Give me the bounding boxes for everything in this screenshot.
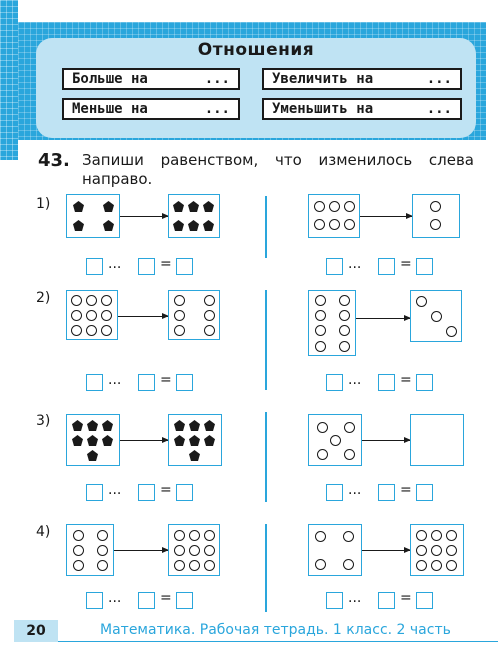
- arrow-icon: [362, 550, 410, 551]
- answer-box[interactable]: [86, 258, 103, 275]
- operator-dots: ...: [348, 590, 362, 606]
- filled-pentagon-icon: [188, 220, 199, 231]
- circle-icon: [317, 422, 328, 433]
- picture-before: [308, 194, 360, 238]
- arrow-icon: [362, 440, 410, 441]
- answer-box[interactable]: [326, 374, 343, 391]
- circle-icon: [73, 530, 84, 541]
- circle-icon: [174, 530, 185, 541]
- equation-row: [86, 258, 206, 276]
- relation-dots: ...: [204, 71, 230, 87]
- picture-after: [410, 290, 462, 342]
- circle-icon: [189, 545, 200, 556]
- circle-icon: [329, 201, 340, 212]
- circle-icon: [416, 545, 427, 556]
- answer-box[interactable]: [138, 374, 155, 391]
- answer-box[interactable]: [416, 374, 433, 391]
- arrow-icon: [120, 216, 168, 217]
- book-title: Математика. Рабочая тетрадь. 1 класс. 2 часть: [100, 622, 451, 638]
- filled-pentagon-icon: [72, 435, 83, 446]
- circle-icon: [339, 341, 350, 352]
- filled-pentagon-icon: [102, 435, 113, 446]
- filled-pentagon-icon: [103, 201, 114, 212]
- relation-dots: ...: [204, 101, 230, 117]
- relation-box-decrease: [262, 98, 462, 120]
- circle-icon: [86, 325, 97, 336]
- relation-word: Увеличить на: [272, 71, 374, 87]
- circle-icon: [339, 295, 350, 306]
- filled-pentagon-icon: [189, 420, 200, 431]
- filled-pentagon-icon: [204, 420, 215, 431]
- circle-icon: [315, 295, 326, 306]
- circle-icon: [204, 310, 215, 321]
- circle-icon: [430, 201, 441, 212]
- circle-icon: [314, 201, 325, 212]
- picture-before: [66, 414, 120, 466]
- relation-box-increase: [262, 68, 462, 90]
- picture-after: [168, 194, 220, 238]
- answer-box[interactable]: [416, 484, 433, 501]
- filled-pentagon-icon: [103, 220, 114, 231]
- circle-icon: [446, 545, 457, 556]
- relation-box-more: [62, 68, 240, 90]
- filled-pentagon-icon: [189, 435, 200, 446]
- row-label: 1): [36, 196, 51, 212]
- picture-after: [168, 290, 220, 340]
- footer-rule: [58, 641, 498, 642]
- equation-row: [86, 592, 206, 610]
- relation-word: Уменьшить на: [272, 101, 374, 117]
- filled-pentagon-icon: [173, 201, 184, 212]
- circle-icon: [344, 219, 355, 230]
- circle-icon: [344, 201, 355, 212]
- equals-sign: =: [160, 256, 172, 272]
- circle-icon: [101, 295, 112, 306]
- task-number: 43.: [38, 150, 70, 171]
- circle-icon: [71, 325, 82, 336]
- circle-icon: [189, 560, 200, 571]
- column-divider: [265, 290, 267, 390]
- circle-icon: [97, 545, 108, 556]
- operator-dots: ...: [108, 590, 122, 606]
- filled-pentagon-icon: [203, 201, 214, 212]
- answer-box[interactable]: [176, 484, 193, 501]
- panel-title: Отношения: [197, 40, 315, 60]
- filled-pentagon-icon: [203, 220, 214, 231]
- equals-sign: =: [400, 590, 412, 606]
- circle-icon: [204, 295, 215, 306]
- relation-box-less: [62, 98, 240, 120]
- circle-icon: [317, 449, 328, 460]
- picture-after: [168, 524, 220, 576]
- relation-dots: ...: [426, 71, 452, 87]
- circle-icon: [86, 310, 97, 321]
- circle-icon: [416, 296, 427, 307]
- picture-after: [412, 194, 460, 238]
- circle-icon: [315, 531, 326, 542]
- circle-icon: [315, 341, 326, 352]
- circle-icon: [97, 560, 108, 571]
- arrow-icon: [360, 216, 412, 217]
- circle-icon: [339, 325, 350, 336]
- row-label: 2): [36, 290, 51, 306]
- circle-icon: [73, 560, 84, 571]
- column-divider: [265, 196, 267, 258]
- picture-before: [66, 290, 118, 340]
- answer-box[interactable]: [378, 374, 395, 391]
- circle-icon: [315, 310, 326, 321]
- answer-box[interactable]: [326, 258, 343, 275]
- picture-after-empty: [410, 414, 464, 466]
- page-number: 20: [14, 620, 58, 642]
- circle-icon: [174, 545, 185, 556]
- equation-row: [86, 484, 206, 502]
- operator-dots: ...: [348, 256, 362, 272]
- circle-icon: [71, 310, 82, 321]
- circle-icon: [71, 295, 82, 306]
- circle-icon: [97, 530, 108, 541]
- answer-box[interactable]: [138, 258, 155, 275]
- answer-box[interactable]: [86, 592, 103, 609]
- circle-icon: [431, 545, 442, 556]
- circle-icon: [431, 311, 442, 322]
- circle-icon: [339, 310, 350, 321]
- circle-icon: [446, 530, 457, 541]
- filled-pentagon-icon: [87, 420, 98, 431]
- margin-strip: [0, 0, 18, 160]
- answer-box[interactable]: [416, 592, 433, 609]
- circle-icon: [344, 449, 355, 460]
- column-divider: [265, 412, 267, 502]
- picture-after: [410, 524, 464, 576]
- filled-pentagon-icon: [102, 420, 113, 431]
- filled-pentagon-icon: [174, 435, 185, 446]
- circle-icon: [431, 560, 442, 571]
- circle-icon: [101, 325, 112, 336]
- circle-icon: [416, 530, 427, 541]
- circle-icon: [204, 325, 215, 336]
- filled-pentagon-icon: [72, 420, 83, 431]
- answer-box[interactable]: [138, 592, 155, 609]
- answer-box[interactable]: [378, 484, 395, 501]
- circle-icon: [204, 560, 215, 571]
- answer-box[interactable]: [86, 374, 103, 391]
- arrow-icon: [114, 550, 168, 551]
- equals-sign: =: [400, 372, 412, 388]
- circle-icon: [330, 435, 341, 446]
- circle-icon: [344, 422, 355, 433]
- circle-icon: [204, 545, 215, 556]
- answer-box[interactable]: [176, 374, 193, 391]
- circle-icon: [315, 559, 326, 570]
- picture-before: [66, 524, 114, 576]
- equals-sign: =: [400, 482, 412, 498]
- circle-icon: [343, 531, 354, 542]
- answer-box[interactable]: [176, 258, 193, 275]
- answer-box[interactable]: [416, 258, 433, 275]
- filled-pentagon-icon: [204, 435, 215, 446]
- circle-icon: [189, 530, 200, 541]
- circle-icon: [204, 530, 215, 541]
- answer-box[interactable]: [326, 592, 343, 609]
- circle-icon: [446, 326, 457, 337]
- filled-pentagon-icon: [173, 220, 184, 231]
- equals-sign: =: [160, 482, 172, 498]
- circle-icon: [430, 219, 441, 230]
- circle-icon: [446, 560, 457, 571]
- picture-before: [308, 524, 362, 576]
- circle-icon: [416, 560, 427, 571]
- picture-after: [168, 414, 222, 466]
- operator-dots: ...: [108, 256, 122, 272]
- operator-dots: ...: [348, 372, 362, 388]
- equation-row: [326, 374, 446, 392]
- circle-icon: [329, 219, 340, 230]
- relation-dots: ...: [426, 101, 452, 117]
- column-divider: [265, 524, 267, 612]
- answer-box[interactable]: [378, 592, 395, 609]
- circle-icon: [314, 219, 325, 230]
- answer-box[interactable]: [86, 484, 103, 501]
- filled-pentagon-icon: [73, 201, 84, 212]
- circle-icon: [73, 545, 84, 556]
- arrow-icon: [356, 318, 410, 319]
- equation-row: [86, 374, 206, 392]
- filled-pentagon-icon: [174, 420, 185, 431]
- operator-dots: ...: [108, 482, 122, 498]
- arrow-icon: [120, 440, 168, 441]
- equation-row: [326, 258, 446, 276]
- task-instruction: Запиши равенством, что изменилось слева направо.: [82, 151, 474, 188]
- circle-icon: [86, 295, 97, 306]
- circle-icon: [174, 325, 185, 336]
- circle-icon: [174, 310, 185, 321]
- circle-icon: [315, 325, 326, 336]
- picture-before: [308, 290, 356, 356]
- answer-box[interactable]: [378, 258, 395, 275]
- equation-row: [326, 484, 446, 502]
- arrow-icon: [118, 316, 168, 317]
- answer-box[interactable]: [138, 484, 155, 501]
- filled-pentagon-icon: [87, 450, 98, 461]
- circle-icon: [101, 310, 112, 321]
- equals-sign: =: [160, 590, 172, 606]
- circle-icon: [174, 560, 185, 571]
- filled-pentagon-icon: [87, 435, 98, 446]
- filled-pentagon-icon: [188, 201, 199, 212]
- circle-icon: [174, 295, 185, 306]
- relation-word: Больше на: [72, 71, 148, 87]
- equals-sign: =: [160, 372, 172, 388]
- circle-icon: [431, 530, 442, 541]
- answer-box[interactable]: [176, 592, 193, 609]
- row-label: 4): [36, 524, 51, 540]
- equation-row: [326, 592, 446, 610]
- answer-box[interactable]: [326, 484, 343, 501]
- picture-before: [308, 414, 362, 466]
- equals-sign: =: [400, 256, 412, 272]
- relation-word: Меньше на: [72, 101, 148, 117]
- circle-icon: [343, 559, 354, 570]
- filled-pentagon-icon: [73, 220, 84, 231]
- operator-dots: ...: [348, 482, 362, 498]
- row-label: 3): [36, 413, 51, 429]
- operator-dots: ...: [108, 372, 122, 388]
- picture-before: [66, 194, 120, 238]
- filled-pentagon-icon: [189, 450, 200, 461]
